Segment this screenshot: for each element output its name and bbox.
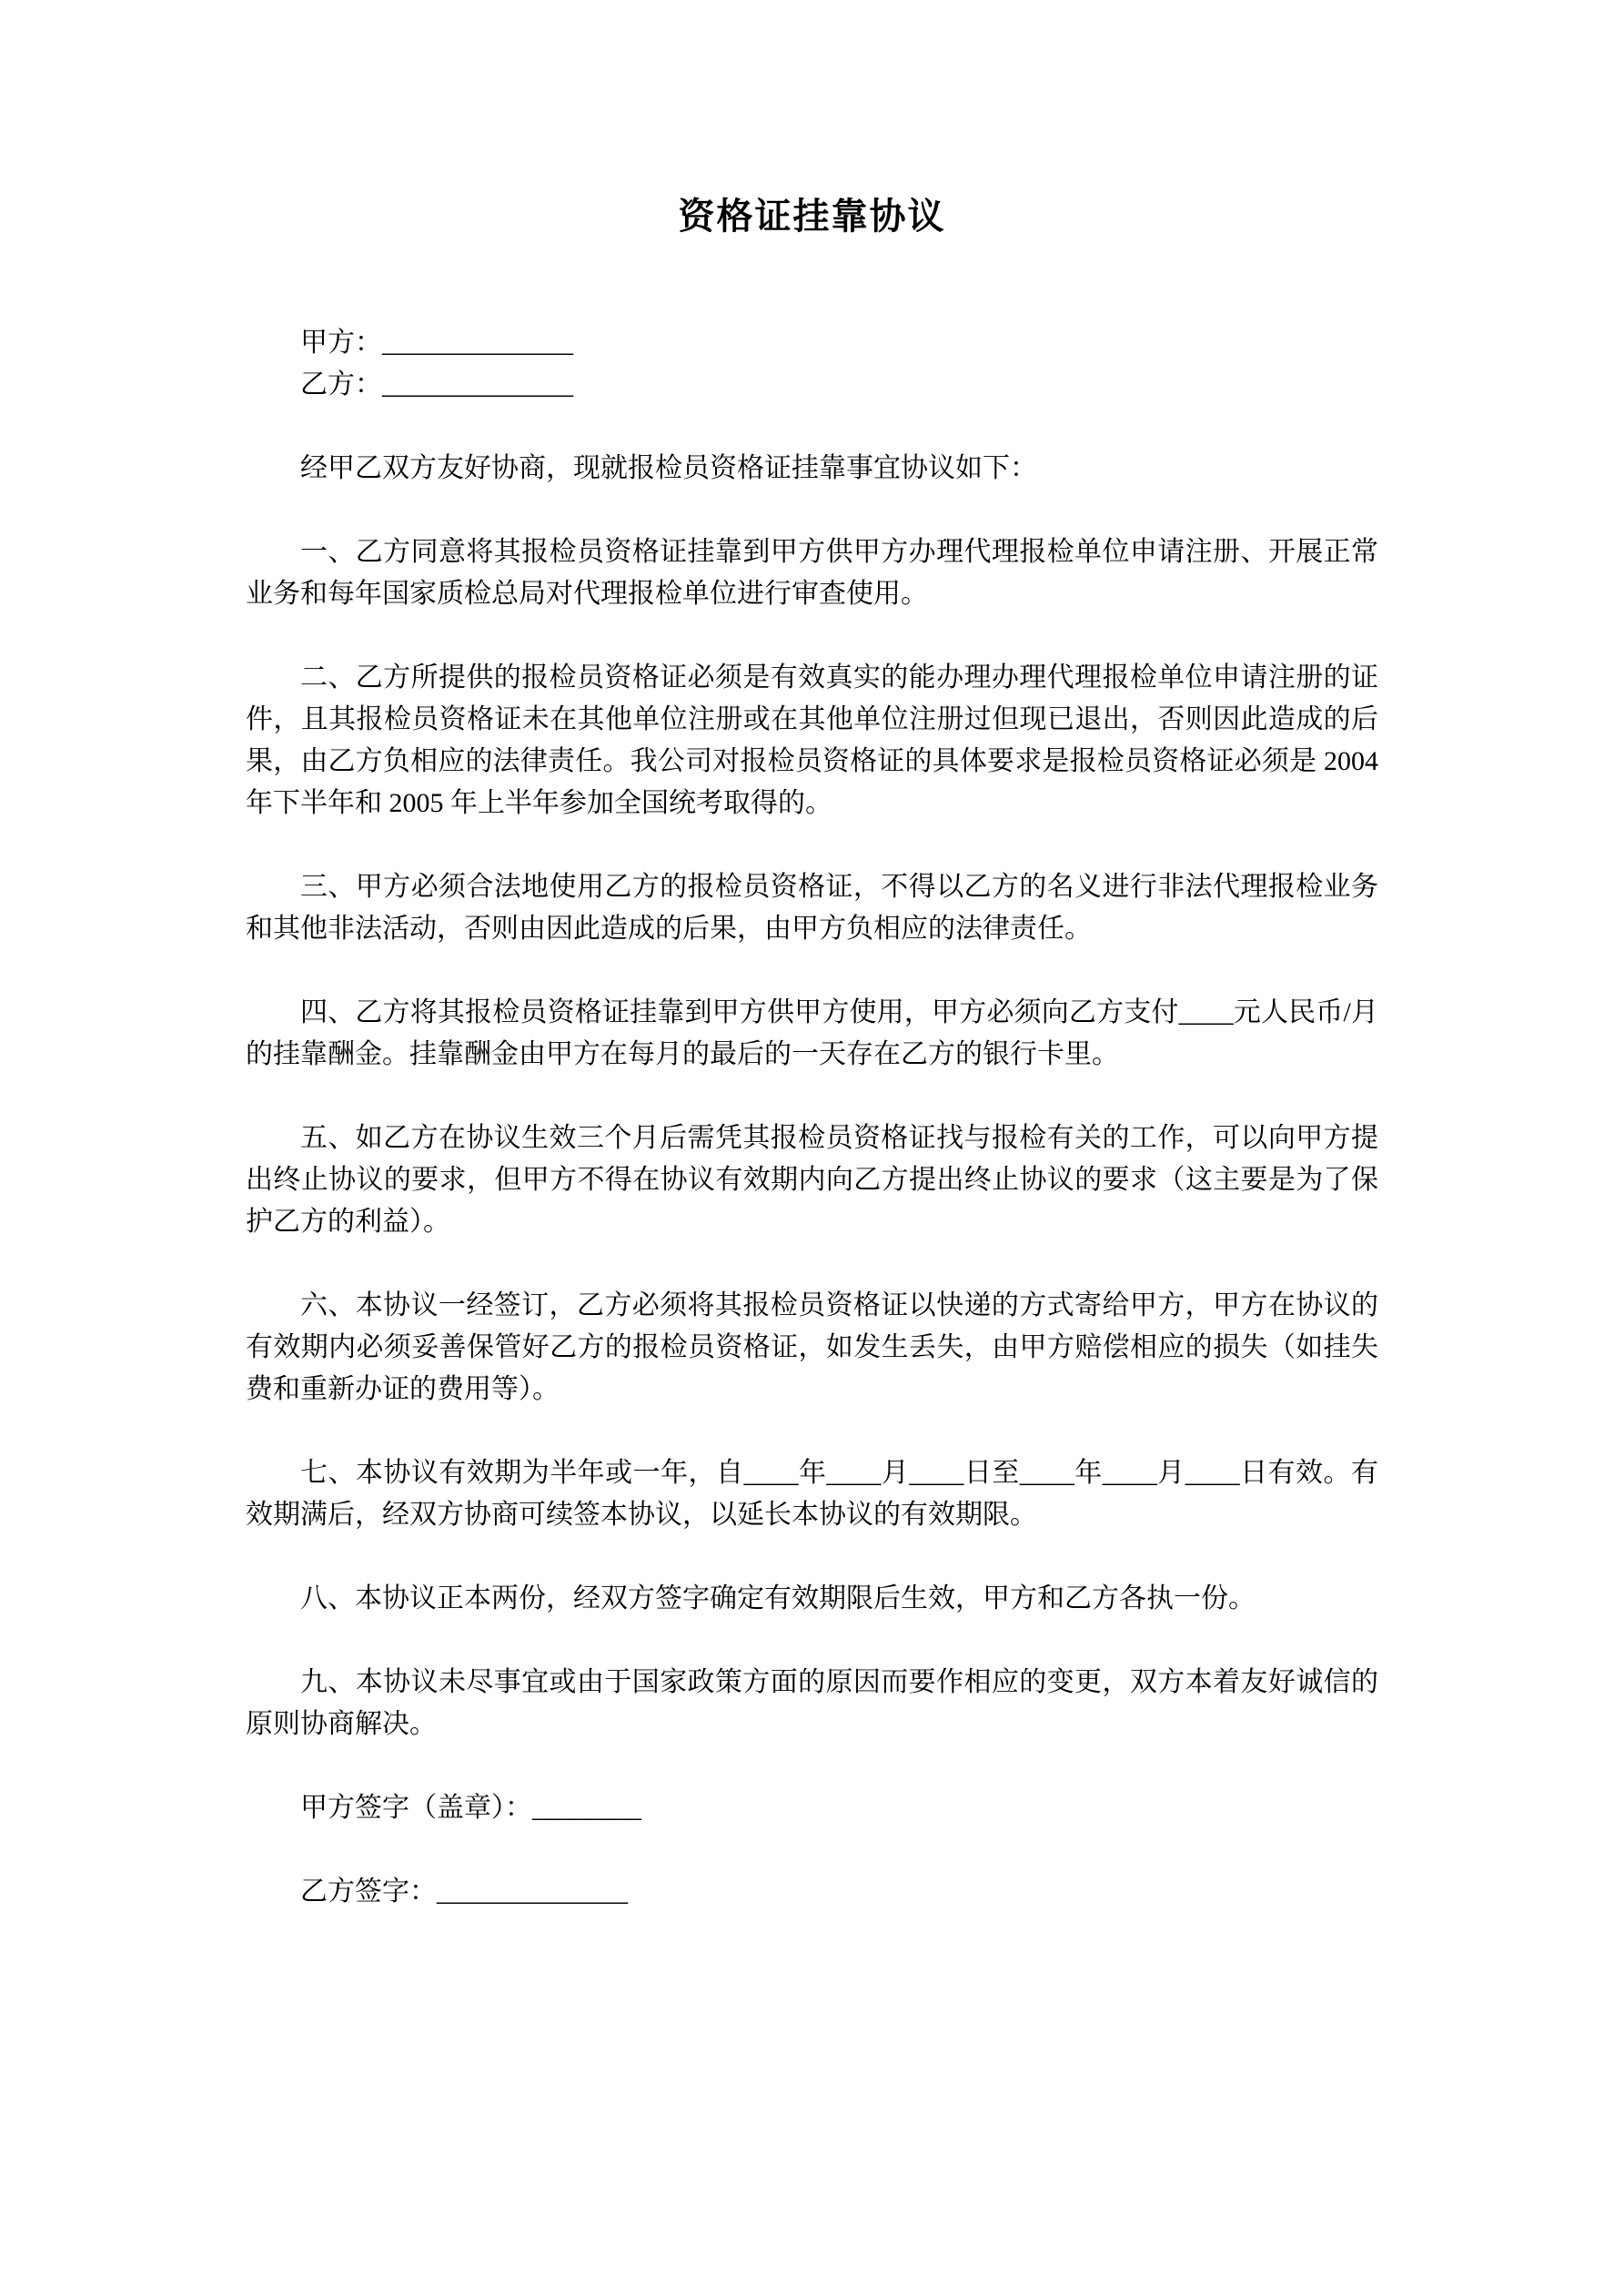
- clause-paragraph-8: 八、本协议正本两份，经双方签字确定有效期限后生效，甲方和乙方各执一份。: [300, 1583, 1256, 1613]
- clause-paragraph-5: 五、如乙方在协议生效三个月后需凭其报检员资格证找与报检有关的工作，可以向甲方提出终止协议的要求，但甲方不得在协议有效期内向乙方提出终止协议的要求（这主要是为了保护乙方的利益）。: [246, 1123, 1378, 1237]
- clause-paragraph-9: 九、本协议未尽事宜或由于国家政策方面的原因而要作相应的变更，双方本着友好诚信的原则协商解决。: [246, 1667, 1378, 1739]
- clause-paragraph-3: 三、甲方必须合法地使用乙方的报检员资格证，不得以乙方的名义进行非法代理报检业务和其他非法活动，否则由因此造成的后果，由甲方负相应的法律责任。: [246, 872, 1378, 944]
- intro-paragraph: 经甲乙双方友好协商，现就报检员资格证挂靠事宜协议如下：: [300, 453, 1037, 483]
- clause-paragraph-6: 六、本协议一经签订，乙方必须将其报检员资格证以快递的方式寄给甲方，甲方在协议的有效期内必须妥善保管好乙方的报检员资格证，如发生丢失，由甲方赔偿相应的损失（如挂失费和重新办证的费用等）。: [246, 1290, 1378, 1404]
- document-title: 资格证挂靠协议: [678, 196, 946, 237]
- signature-party-b: 乙方签字：______________: [300, 1876, 628, 1907]
- clause-paragraph-2: 二、乙方所提供的报检员资格证必须是有效真实的能办理办理代理报检单位申请注册的证件，且其报检员资格证未在其他单位注册或在其他单位注册过但现已退出，否则因此造成的后果，由乙方负相应的法律责任。我公司对报检员资格证的具体要求是报检员资格证必须是 2004 年下半年和 2005 年上半年参加全国统考取得的。: [246, 663, 1378, 818]
- party-b-line: 乙方：______________: [300, 369, 573, 400]
- clause-paragraph-7: 七、本协议有效期为半年或一年，自____年____月____日至____年____月____日有效。有效期满后，经双方协商可续签本协议，以延长本协议的有效期限。: [246, 1458, 1378, 1530]
- clause-paragraph-1: 一、乙方同意将其报检员资格证挂靠到甲方供甲方办理代理报检单位申请注册、开展正常业务和每年国家质检总局对代理报检单位进行审查使用。: [246, 537, 1378, 609]
- party-a-line: 甲方：______________: [300, 328, 573, 358]
- clause-paragraph-4: 四、乙方将其报检员资格证挂靠到甲方供甲方使用，甲方必须向乙方支付____元人民币/月的挂靠酬金。挂靠酬金由甲方在每月的最后的一天存在乙方的银行卡里。: [246, 997, 1378, 1069]
- party-block: [246, 322, 1378, 406]
- signature-party-a: 甲方签字（盖章）：________: [300, 1793, 641, 1823]
